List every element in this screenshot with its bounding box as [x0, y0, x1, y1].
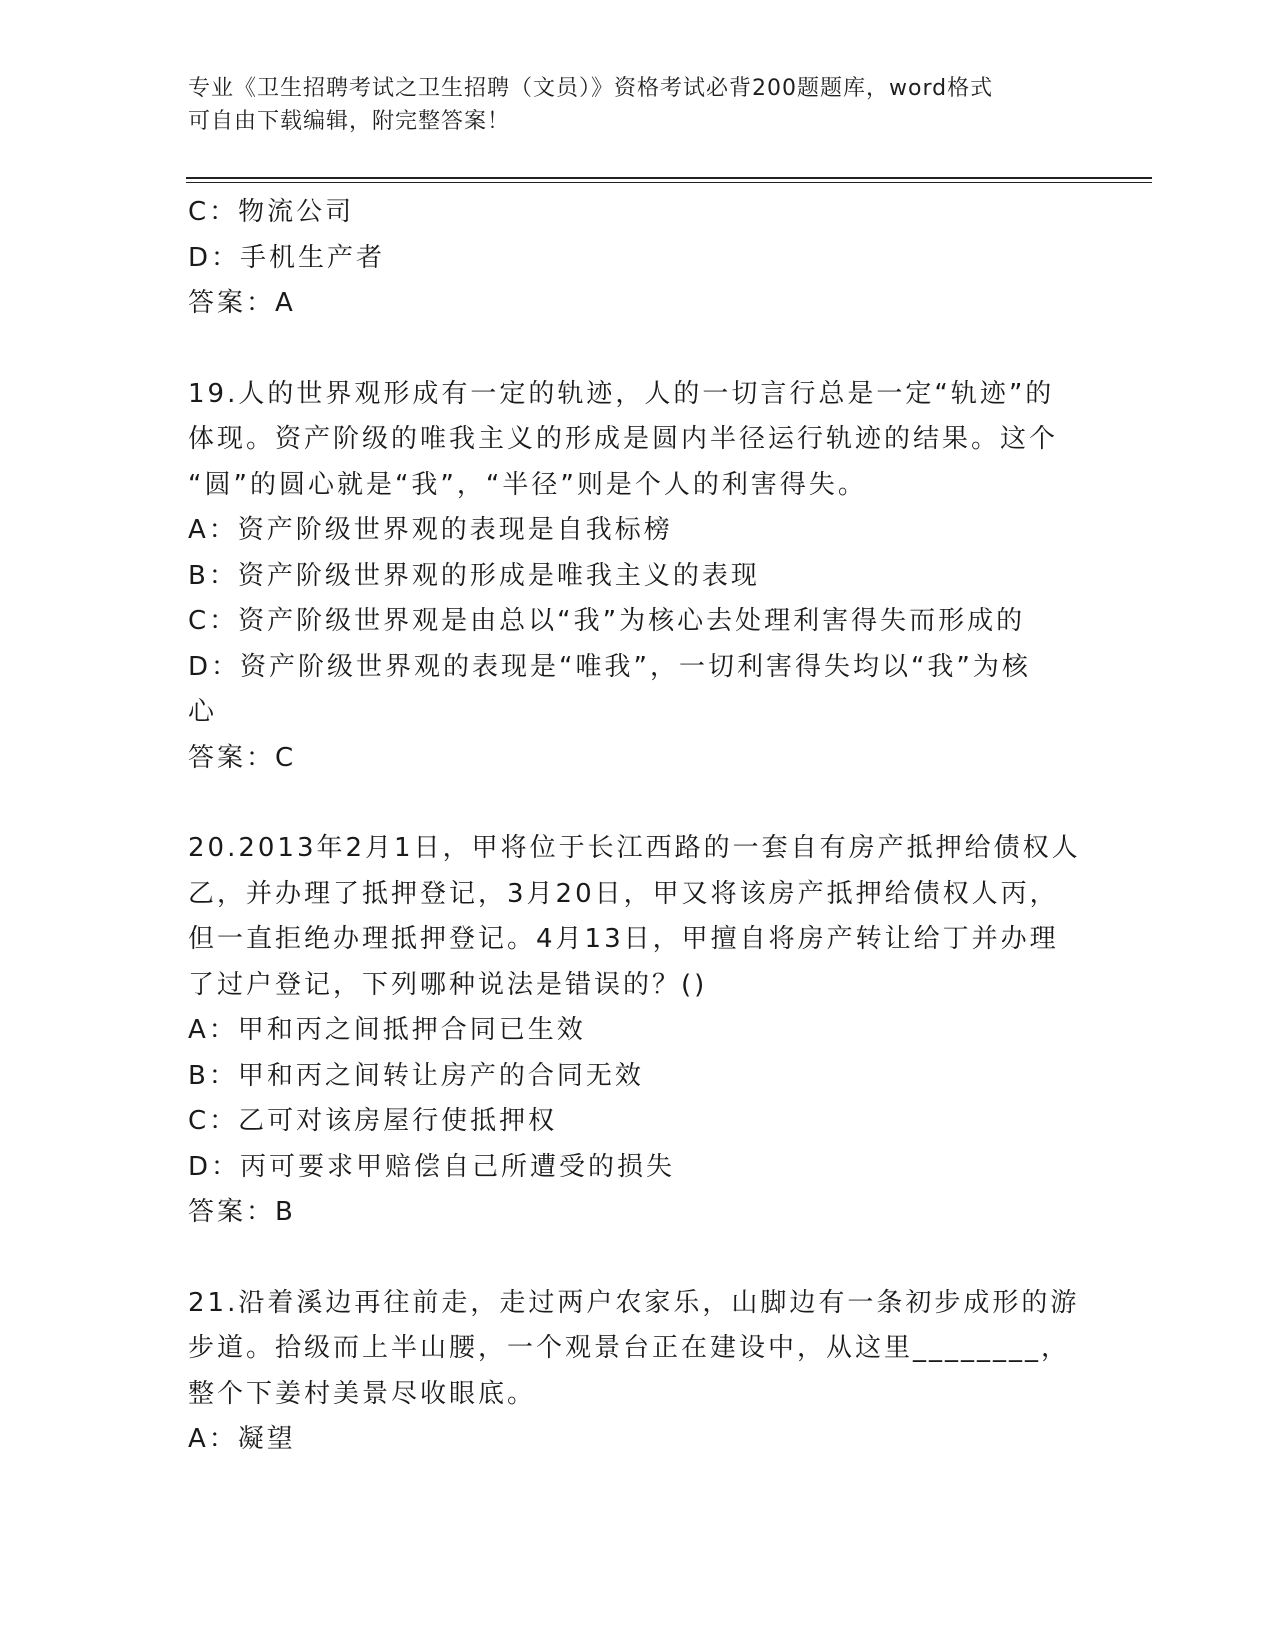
spacer: [188, 327, 1088, 372]
header-rule-thick: [186, 177, 1152, 179]
option-c: C：资产阶级世界观是由总以“我”为核心去处理利害得失而形成的: [188, 606, 1026, 636]
header-line-2: 可自由下载编辑，附完整答案！: [188, 109, 511, 134]
question-text-line: 整个下姜村美景尽收眼底。: [188, 1378, 537, 1409]
option-c: C：物流公司: [188, 197, 355, 227]
question-20: [188, 826, 1088, 1236]
option-b: B：甲和丙之间转让房产的合同无效: [188, 1060, 644, 1091]
answer: 答案：B: [188, 1197, 296, 1227]
question-text-line: 乙，并办理了抵押登记，3月20日，甲又将该房产抵押给债权人丙，: [188, 878, 1059, 909]
question-text-line: 但一直拒绝办理抵押登记。4月13日，甲擅自将房产转让给丁并办理: [188, 924, 1059, 954]
question-text-line: 19.人的世界观形成有一定的轨迹，人的一切言行总是一定“轨迹”的: [188, 378, 1055, 409]
question-19: [188, 372, 1088, 782]
question-text-line: 20.2013年2月1日，甲将位于长江西路的一套自有房产抵押给债权人: [188, 833, 1081, 863]
header-line-1: 专业《卫生招聘考试之卫生招聘（文员）》资格考试必背200题题库，word格式: [188, 76, 994, 101]
spacer: [188, 781, 1088, 826]
question-text-line: 步道。拾级而上半山腰，一个观景台正在建设中，从这里________，: [188, 1333, 1071, 1363]
question-text-line: “圆”的圆心就是“我”，“半径”则是个人的利害得失。: [188, 469, 867, 500]
option-d: D：手机生产者: [188, 242, 386, 273]
question-text-line: 21.沿着溪边再往前走，走过两户农家乐，山脚边有一条初步成形的游: [188, 1287, 1080, 1318]
option-a: A：资产阶级世界观的表现是自我标榜: [188, 515, 673, 545]
option-d-continued: 心: [188, 697, 218, 727]
previous-question-tail: [188, 190, 1088, 327]
question-21: [188, 1281, 1088, 1463]
page-header: [188, 72, 1088, 138]
question-text-line: 了过户登记，下列哪种说法是错误的？(): [188, 969, 708, 1000]
option-d: D：丙可要求甲赔偿自己所遭受的损失: [188, 1151, 676, 1182]
option-c: C：乙可对该房屋行使抵押权: [188, 1106, 558, 1136]
option-d: D：资产阶级世界观的表现是“唯我”，一切利害得失均以“我”为核: [188, 651, 1031, 682]
question-content: [188, 190, 1088, 1463]
option-b: B：资产阶级世界观的形成是唯我主义的表现: [188, 560, 760, 591]
answer: 答案：A: [188, 288, 296, 318]
header-rule-thin: [186, 182, 1152, 183]
question-text-line: 体现。资产阶级的唯我主义的形成是圆内半径运行轨迹的结果。这个: [188, 424, 1059, 454]
answer: 答案：C: [188, 742, 297, 773]
option-a: A：甲和丙之间抵押合同已生效: [188, 1015, 586, 1045]
spacer: [188, 1236, 1088, 1281]
option-a: A：凝望: [188, 1424, 296, 1454]
